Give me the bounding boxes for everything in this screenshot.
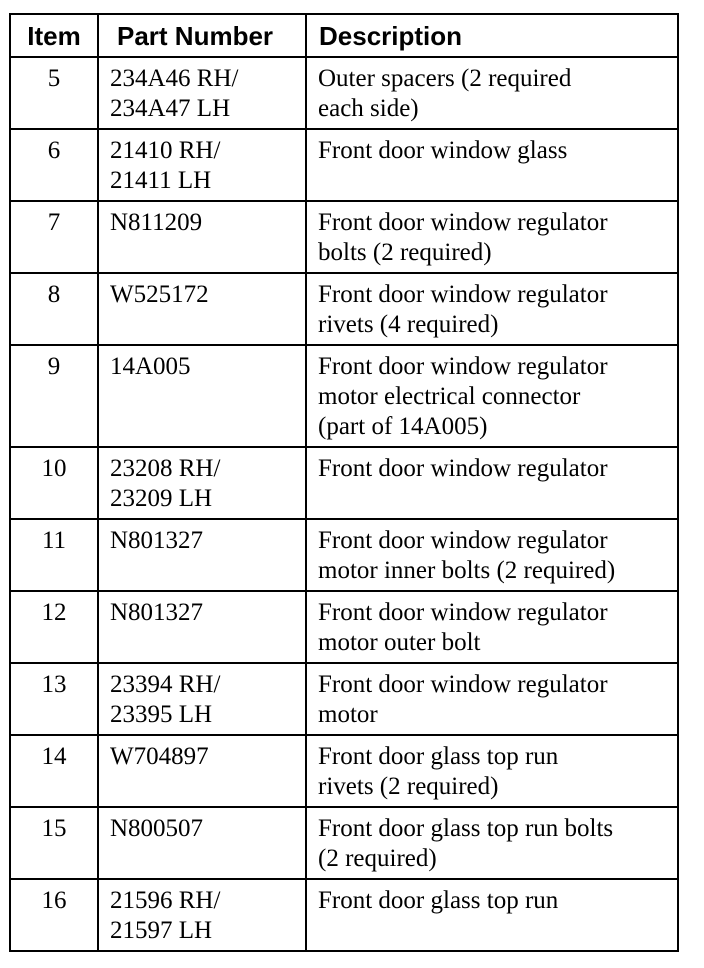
- description-line: rivets (2 required): [318, 773, 499, 800]
- part-number-line: N800507: [110, 815, 204, 842]
- description-line: Front door window regulator: [318, 671, 608, 698]
- table-row: [10, 807, 678, 879]
- description-line: Front door window regulator: [318, 455, 608, 482]
- table-header: [10, 14, 678, 57]
- parts-table: [9, 13, 679, 952]
- item-column-header: Item: [10, 14, 98, 57]
- description-cell: [306, 201, 678, 273]
- item-number-cell: 5: [10, 57, 98, 129]
- description-line: Front door window glass: [318, 137, 568, 164]
- part-number-cell: [98, 591, 306, 663]
- description-line: motor electrical connector: [318, 383, 581, 410]
- item-number-cell: 6: [10, 129, 98, 201]
- description-line: bolts (2 required): [318, 239, 492, 266]
- part-number-cell: [98, 57, 306, 129]
- item-number-cell: 14: [10, 735, 98, 807]
- table-row: [10, 201, 678, 273]
- part-number-line: 23209 LH: [110, 485, 213, 512]
- table-row: [10, 345, 678, 447]
- part-number-cell: [98, 879, 306, 951]
- item-number-cell: 9: [10, 345, 98, 447]
- description-cell: [306, 735, 678, 807]
- description-line: each side): [318, 95, 419, 122]
- part-number-line: 21597 LH: [110, 917, 213, 944]
- part-number-cell: [98, 201, 306, 273]
- part-number-line: W525172: [110, 281, 209, 308]
- description-line: motor outer bolt: [318, 629, 481, 656]
- part-number-line: 234A46 RH/: [110, 65, 239, 92]
- item-number-cell: 8: [10, 273, 98, 345]
- description-line: Front door window regulator: [318, 599, 608, 626]
- table-row: [10, 447, 678, 519]
- description-cell: [306, 663, 678, 735]
- description-cell: [306, 57, 678, 129]
- description-line: Front door window regulator: [318, 353, 608, 380]
- part-number-line: 21411 LH: [110, 167, 212, 194]
- description-line: Front door glass top run: [318, 887, 559, 914]
- part-number-cell: [98, 519, 306, 591]
- description-line: Front door glass top run bolts: [318, 815, 614, 842]
- description-line: motor inner bolts (2 required): [318, 557, 616, 584]
- description-line: Front door window regulator: [318, 527, 608, 554]
- part-number-cell: [98, 447, 306, 519]
- part-number-line: N801327: [110, 527, 204, 554]
- description-line: Front door window regulator: [318, 281, 608, 308]
- part-number-line: N811209: [110, 209, 203, 236]
- table-body: [10, 57, 678, 951]
- description-cell: [306, 519, 678, 591]
- part-number-line: 21410 RH/: [110, 137, 221, 164]
- description-cell: [306, 345, 678, 447]
- table-row: [10, 57, 678, 129]
- item-number-cell: 12: [10, 591, 98, 663]
- description-cell: [306, 129, 678, 201]
- description-line: (part of 14A005): [318, 413, 488, 440]
- part-number-cell: [98, 345, 306, 447]
- table-row: [10, 519, 678, 591]
- part-number-line: N801327: [110, 599, 204, 626]
- part-number-cell: [98, 129, 306, 201]
- description-column-header: Description: [306, 14, 678, 57]
- item-number-cell: 15: [10, 807, 98, 879]
- description-line: motor: [318, 701, 378, 728]
- description-cell: [306, 273, 678, 345]
- description-cell: [306, 879, 678, 951]
- table-row: [10, 879, 678, 951]
- description-line: Front door window regulator: [318, 209, 608, 236]
- description-line: rivets (4 required): [318, 311, 499, 338]
- description-cell: [306, 807, 678, 879]
- item-number-cell: 10: [10, 447, 98, 519]
- table-row: [10, 591, 678, 663]
- part-number-line: W704897: [110, 743, 209, 770]
- part-number-line: 23395 LH: [110, 701, 213, 728]
- part-number-column-header: Part Number: [98, 14, 306, 57]
- item-number-cell: 16: [10, 879, 98, 951]
- part-number-cell: [98, 663, 306, 735]
- description-line: Front door glass top run: [318, 743, 559, 770]
- table-row: [10, 129, 678, 201]
- part-number-cell: [98, 273, 306, 345]
- item-number-cell: 13: [10, 663, 98, 735]
- part-number-cell: [98, 807, 306, 879]
- table-row: [10, 663, 678, 735]
- header-row: [10, 14, 678, 57]
- table-row: [10, 273, 678, 345]
- part-number-line: 234A47 LH: [110, 95, 231, 122]
- description-line: Outer spacers (2 required: [318, 65, 572, 92]
- item-number-cell: 11: [10, 519, 98, 591]
- part-number-line: 23394 RH/: [110, 671, 221, 698]
- description-line: (2 required): [318, 845, 437, 872]
- part-number-line: 23208 RH/: [110, 455, 221, 482]
- table-row: [10, 735, 678, 807]
- part-number-line: 21596 RH/: [110, 887, 221, 914]
- description-cell: [306, 591, 678, 663]
- description-cell: [306, 447, 678, 519]
- part-number-line: 14A005: [110, 353, 191, 380]
- part-number-cell: [98, 735, 306, 807]
- item-number-cell: 7: [10, 201, 98, 273]
